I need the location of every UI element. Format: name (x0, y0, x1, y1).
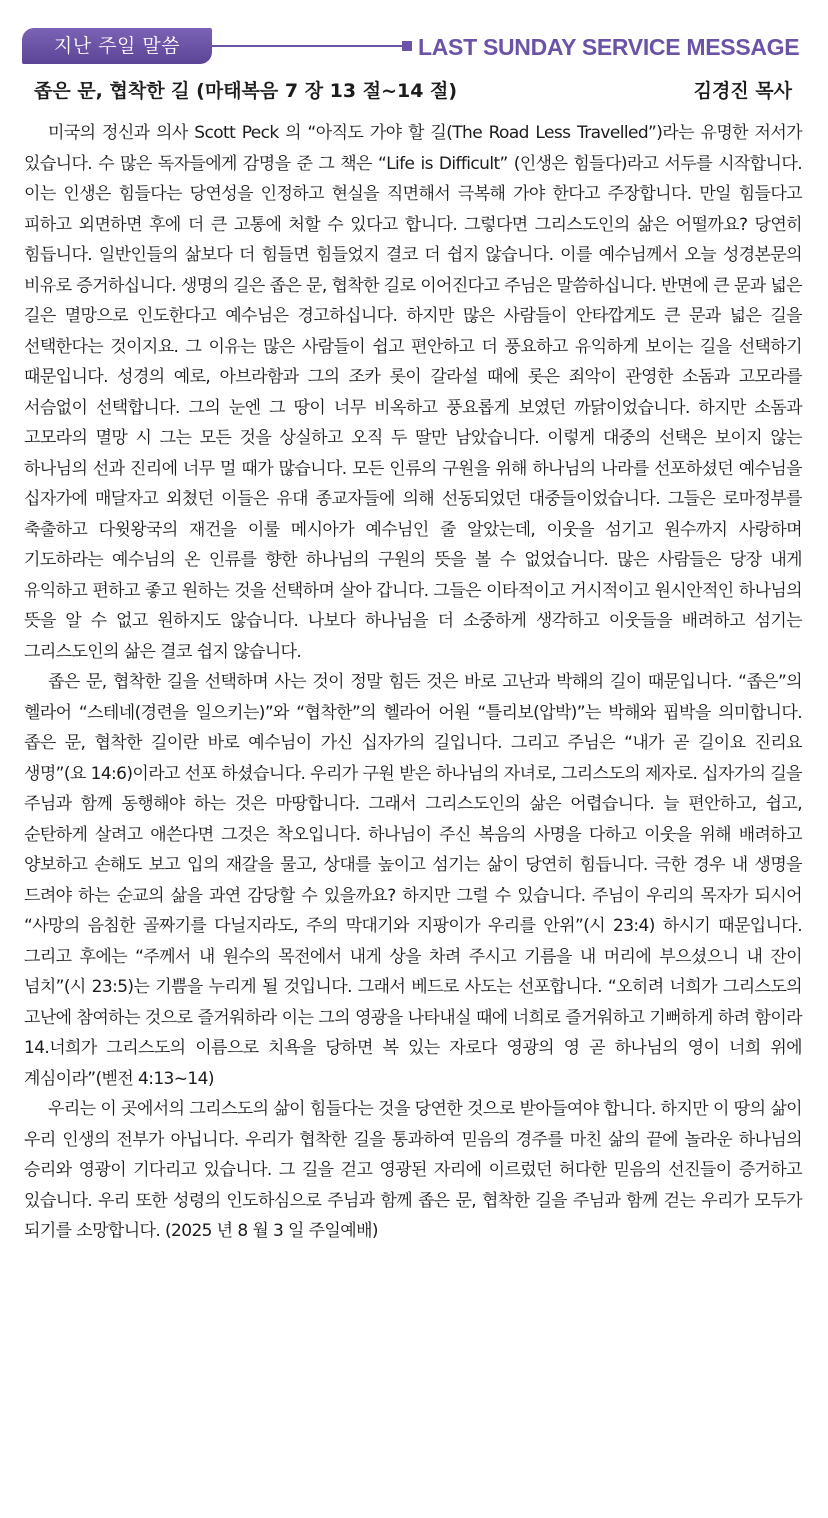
paragraph-2: 좁은 문, 협착한 길을 선택하며 사는 것이 정말 힘든 것은 바로 고난과 박해의 길이 때문입니다. “좁은”의 헬라어 “스테네(경련을 일으키는)”와 “협착한”의 헬라어 어원 “틀리보(압박)”는 박해와 핍박을 의미합니다. 좁은 문, 협착한 길이란 바로 예수님이 가신 십자가의 길입니다. 그리고 주님은 “내가 곧 길이요 진리요 생명”(요 14:6)이라고 선포 하셨습니다. 우리가 구원 받은 하나님의 자녀로, 그리스도의 제자로. 십자가의 길을 주님과 함께 동행해야 하는 것은 마땅합니다. 그래서 그리스도인의 삶은 어렵습니다. 늘 편안하고, 쉽고, 순탄하게 살려고 애쓴다면 그것은 착오입니다. 하나님이 주신 복음의 사명을 다하고 이웃을 위해 배려하고 양보하고 손해도 보고 입의 재갈을 물고, 상대를 높이고 섬기는 삶이 당연히 힘듭니다. 극한 경우 내 생명을 드려야 하는 순교의 삶을 과연 감당할 수 있을까요? 하지만 그럴 수 있습니다. 주님이 우리의 목자가 되시어 “사망의 음침한 골짜기를 다닐지라도, 주의 막대기와 지팡이가 우리를 안위”(시 23:4) 하시기 때문입니다. 그리고 후에는 “주께서 내 원수의 목전에서 내게 상을 차려 주시고 기름을 내 머리에 부으셨으니 내 잔이 넘치”(시 23:5)는 기쁨을 누리게 될 것입니다. 그래서 베드로 사도는 선포합니다. “오히려 너희가 그리스도의 고난에 참여하는 것으로 즐거워하라 이는 그의 영광을 나타내실 때에 너희로 즐거워하고 기뻐하게 하려 함이라 14.너희가 그리스도의 이름으로 치욕을 당하면 복 있는 자로다 영광의 영 곧 하나님의 영이 너희 위에 계심이라”(벧전 4:13~14) (24, 672, 802, 1089)
preacher-name: 김경진 목사 (693, 80, 792, 102)
sermon-title: 좁은 문, 협착한 길 (마태복음 7 장 13 절~14 절) (34, 80, 458, 102)
header-rule (212, 45, 402, 47)
section-header (22, 28, 806, 64)
section-badge: 지난 주일 말씀 (22, 28, 212, 64)
header-rule-marker (402, 41, 412, 51)
paragraph-1: 미국의 정신과 의사 Scott Peck 의 “아직도 가야 할 길(The Road Less Travelled”)라는 유명한 저서가 있습니다. 수 많은 독자들에게 감명을 준 그 책은 “Life is Difficult” (인생은 힘들다)라고 서두를 시작합니다. 이는 인생은 힘들다는 당연성을 인정하고 현실을 직면해서 극복해 가야 한다고 주장합니다. 만일 힘들다고 피하고 외면하면 후에 더 큰 고통에 처할 수 있다고 합니다. 그렇다면 그리스도인의 삶은 어떨까요? 당연히 힘듭니다. 일반인들의 삶보다 더 힘들면 힘들었지 결코 더 쉽지 않습니다. 이를 예수님께서 오늘 성경본문의 비유로 증거하십니다. 생명의 길은 좁은 문, 협착한 길로 이어진다고 주님은 말씀하십니다. 반면에 큰 문과 넓은 길은 멸망으로 인도한다고 예수님은 경고하십니다. 하지만 많은 사람들이 안타깝게도 큰 문과 넓은 길을 선택한다는 것이지요. 그 이유는 많은 사람들이 쉽고 편안하고 더 풍요하고 유익하게 보이는 길을 선택하기 때문입니다. 성경의 예로, 아브라함과 그의 조카 롯이 갈라설 때에 롯은 죄악이 관영한 소돔과 고모라를 서슴없이 선택합니다. 그의 눈엔 그 땅이 너무 비옥하고 풍요롭게 보였던 까닭이었습니다. 하지만 소돔과 고모라의 멸망 시 그는 모든 것을 상실하고 오직 두 딸만 남았습니다. 이렇게 대중의 선택은 보이지 않는 하나님의 선과 진리에 너무 멀 때가 많습니다. 모든 인류의 구원을 위해 하나님의 나라를 선포하셨던 예수님을 십자가에 매달자고 외쳤던 이들은 유대 종교자들에 의해 선동되었던 대중들이었습니다. 그들은 로마정부를 축출하고 다윗왕국의 재건을 이룰 메시아가 예수님인 줄 알았는데, 이웃을 섬기고 원수까지 사랑하며 기도하라는 예수님의 온 인류를 향한 하나님의 구원의 뜻을 볼 수 없었습니다. 많은 사람들은 당장 내게 유익하고 편하고 좋고 원하는 것을 선택하며 살아 갑니다. 그들은 이타적이고 거시적이고 원시안적인 하나님의 뜻을 알 수 없고 원하지도 않습니다. 나보다 하나님을 더 소중하게 생각하고 이웃들을 배려하고 섬기는 그리스도인의 삶은 결코 쉽지 않습니다. (24, 123, 802, 662)
paragraph-3: 우리는 이 곳에서의 그리스도의 삶이 힘들다는 것을 당연한 것으로 받아들여야 합니다. 하지만 이 땅의 삶이 우리 인생의 전부가 아닙니다. 우리가 협착한 길을 통과하여 믿음의 경주를 마친 삶의 끝에 놀라운 하나님의 승리와 영광이 기다리고 있습니다. 그 길을 걷고 영광된 자리에 이르렀던 허다한 믿음의 선진들이 증거하고 있습니다. 우리 또한 성령의 인도하심으로 주님과 함께 좁은 문, 협착한 길을 주님과 함께 걷는 우리가 모두가 되기를 소망합니다. (2025 년 8 월 3 일 주일예배) (24, 1099, 802, 1241)
section-english-title: LAST SUNDAY SERVICE MESSAGE (418, 34, 800, 60)
sermon-body (24, 118, 802, 1247)
